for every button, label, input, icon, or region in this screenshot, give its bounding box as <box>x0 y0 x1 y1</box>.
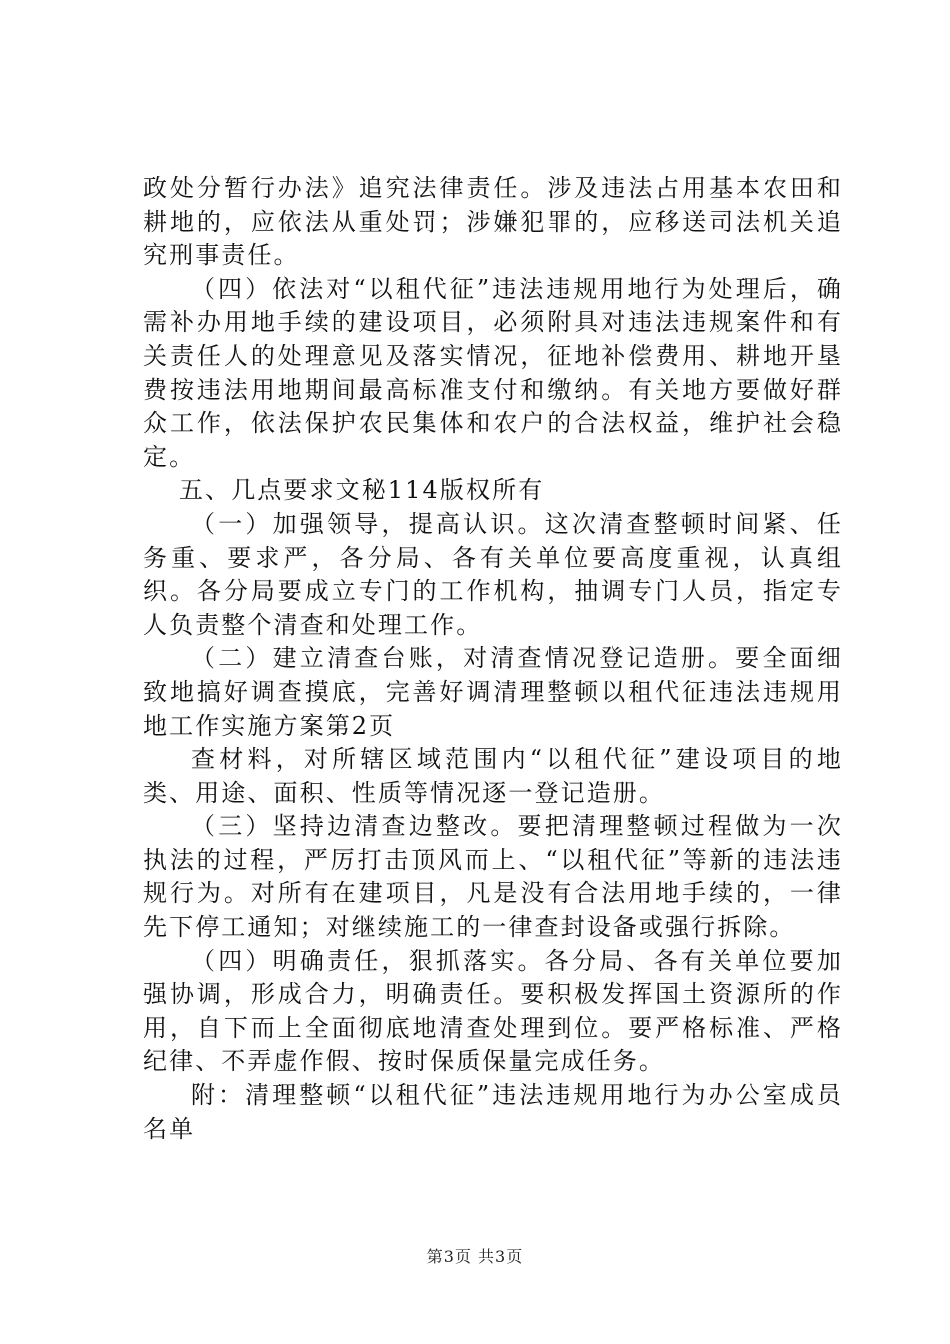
page-number-footer: 第3页 共3页 <box>426 1247 524 1266</box>
paragraph-item-1-leadership: （一）加强领导，提高认识。这次清查整顿时间紧、任务重、要求严，各分局、各有关单位要高度重视，认真组织。各分局要成立专门的工作机构，抽调专门人员，指定专人负责整个清查和处理工作。 <box>143 509 843 639</box>
paragraph-item-2-ledger: （二）建立清查台账，对清查情况登记造册。要全面细致地搞好调查摸底，完善好调清理整顿以租代征违法违规用地工作实施方案第2页 <box>143 644 843 740</box>
paragraph-appendix: 附：清理整顿“以租代征”违法违规用地行为办公室成员名单 <box>143 1081 843 1143</box>
document-body <box>143 172 843 1146</box>
section-heading-5: 五、几点要求文秘114版权所有 <box>179 476 545 505</box>
paragraph-item-4-responsibility: （四）明确责任，狠抓落实。各分局、各有关单位要加强协调，形成合力，明确责任。要积极发挥国土资源所的作用，自下而上全面彻底地清查处理到位。要严格标准、严格纪律、不弄虚作假、按时保质保量完成任务。 <box>143 946 843 1076</box>
paragraph-item-3-rectify: （三）坚持边清查边整改。要把清理整顿过程做为一次执法的过程，严厉打击顶风而上、“以租代征”等新的违法违规行为。对所有在建项目，凡是没有合法用地手续的，一律先下停工通知；对继续施工的一律查封设备或强行拆除。 <box>143 812 843 942</box>
paragraph-item-4-legal-handling: （四）依法对“以租代征”违法违规用地行为处理后，确需补办用地手续的建设项目，必须附具对违法违规案件和有关责任人的处理意见及落实情况，征地补偿费用、耕地开垦费按违法用地期间最高标准支付和缴纳。有关地方要做好群众工作，依法保护农民集体和农户的合法权益，维护社会稳定。 <box>143 274 843 471</box>
paragraph-continuation: 政处分暂行办法》追究法律责任。涉及违法占用基本农田和耕地的，应依法从重处罚；涉嫌犯罪的，应移送司法机关追究刑事责任。 <box>143 174 843 270</box>
paragraph-materials: 查材料，对所辖区域范围内“以租代征”建设项目的地类、用途、面积、性质等情况逐一登记造册。 <box>143 745 843 807</box>
